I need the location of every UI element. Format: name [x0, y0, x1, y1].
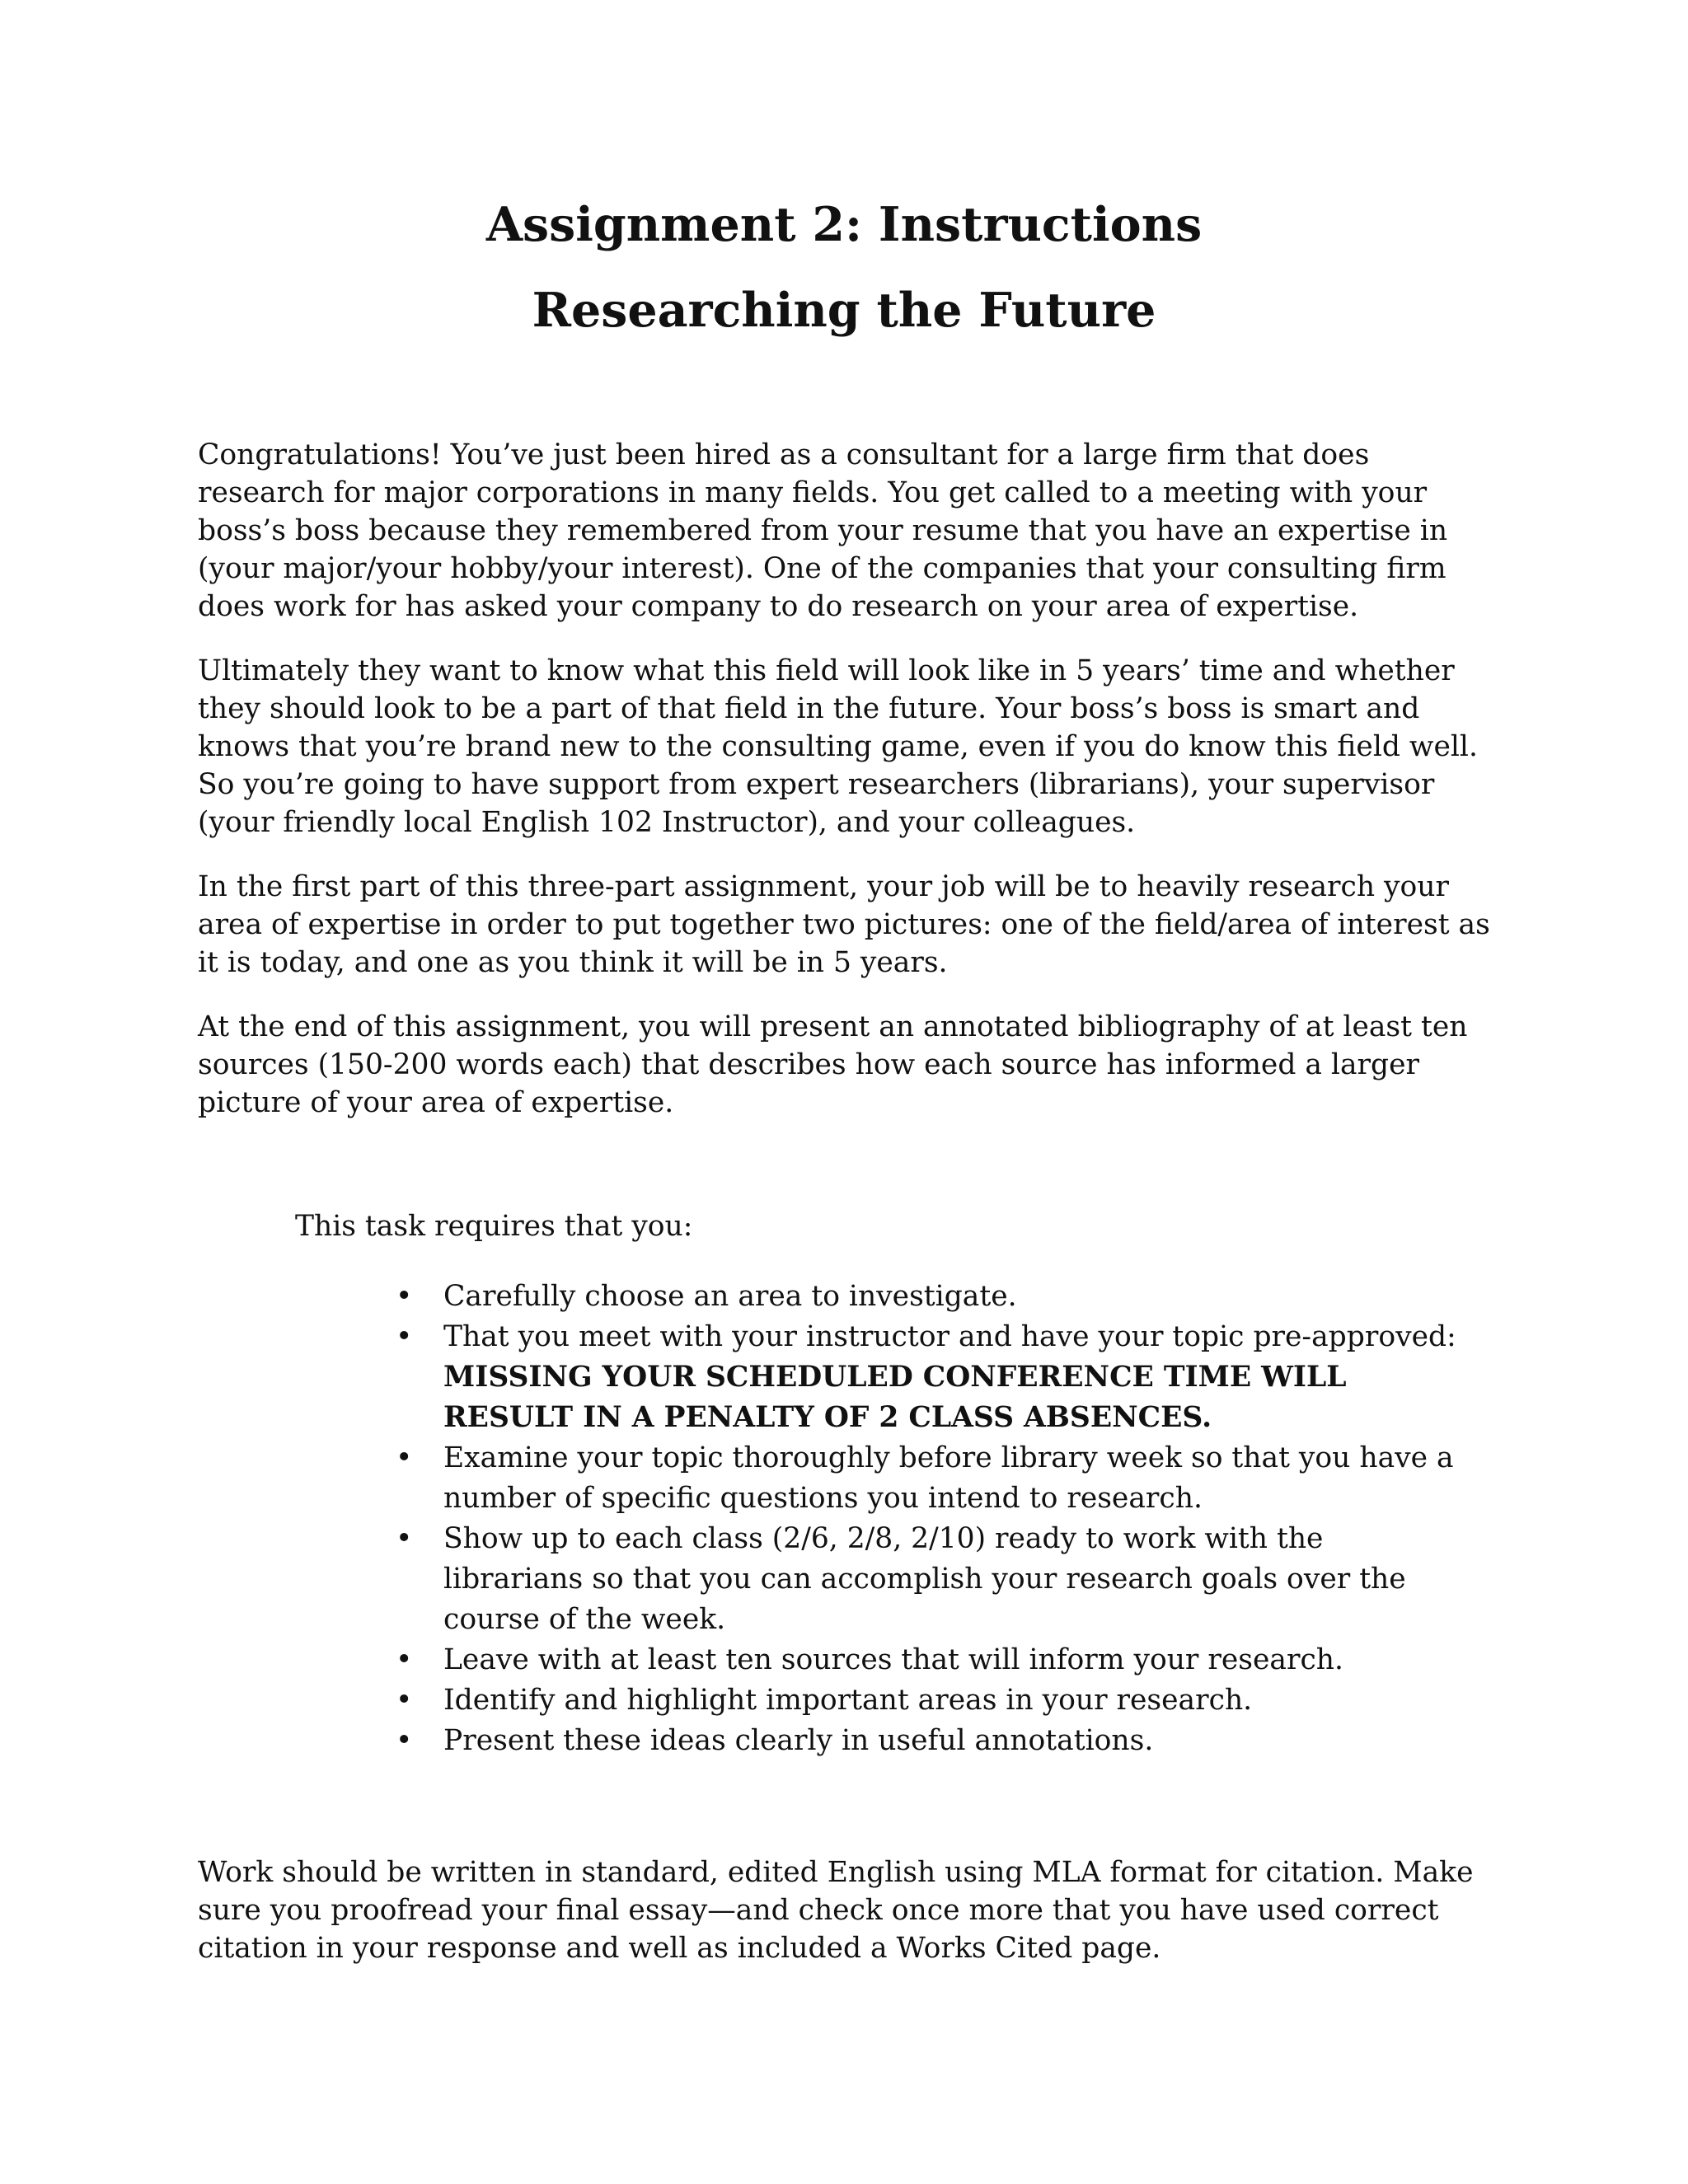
task-warning: MISSING YOUR SCHEDULED CONFERENCE TIME WILL RESULT IN A PENALTY OF 2 CLASS ABSENCES. — [443, 1361, 1347, 1434]
bullet-icon: • — [396, 1522, 413, 1555]
closing-paragraph: Work should be written in standard, edited English using MLA format for citation. Make sure you proofread your final essay—and check once more that you have used correct citation in your response and well as included a Works Cited page. — [198, 1856, 1474, 1965]
task-item — [396, 1680, 1467, 1721]
task-list — [396, 1277, 1467, 1761]
task-item — [396, 1438, 1467, 1519]
task-text: Identify and highlight important areas in your research. — [443, 1684, 1253, 1717]
task-text: Leave with at least ten sources that will inform your research. — [443, 1643, 1343, 1676]
task-intro: This task requires that you: — [295, 1210, 693, 1243]
page-title: Assignment 2: Instructions — [485, 197, 1203, 252]
task-item — [396, 1721, 1467, 1761]
bullet-icon: • — [396, 1320, 413, 1353]
task-item — [396, 1317, 1467, 1438]
task-item — [396, 1519, 1467, 1640]
bullet-icon: • — [396, 1441, 413, 1474]
first-part-paragraph: In the first part of this three-part assignment, your job will be to heavily research your area of expertise in order to put together two pictures: one of the field/area of interest as it is today, and one as you think it will be in 5 years. — [198, 870, 1490, 979]
deliverable-paragraph: At the end of this assignment, you will present an annotated bibliography of at least ten sources (150-200 words each) that describes how each source has informed a larger picture of your area of expertise. — [198, 1010, 1468, 1119]
intro-paragraph: Congratulations! You’ve just been hired as a consultant for a large firm that does research for major corporations in many fields. You get called to a meeting with your boss’s boss because they remembered from your resume that you have an expertise in (your major/your hobby/your interest). One of the companies that your consulting firm does work for has asked your company to do research on your area of expertise. — [198, 438, 1448, 623]
task-item — [396, 1640, 1467, 1680]
bullet-icon: • — [396, 1724, 413, 1757]
page-subtitle: Researching the Future — [532, 283, 1156, 338]
bullet-icon: • — [396, 1280, 413, 1313]
task-text: That you meet with your instructor and have your topic pre-approved: — [443, 1320, 1456, 1353]
bullet-icon: • — [396, 1684, 413, 1717]
bullet-icon: • — [396, 1643, 413, 1676]
task-text: Examine your topic thoroughly before library week so that you have a number of specific questions you intend to research. — [443, 1441, 1454, 1515]
task-text: Carefully choose an area to investigate. — [443, 1280, 1017, 1313]
task-text: Present these ideas clearly in useful annotations. — [443, 1724, 1154, 1757]
task-item — [396, 1277, 1467, 1317]
goal-paragraph: Ultimately they want to know what this field will look like in 5 years’ time and whether they should look to be a part of that field in the future. Your boss’s boss is smart and knows that you’re brand new to the consulting game, even if you do know this field well. So you’re going to have support from expert researchers (librarians), your supervisor (your friendly local English 102 Instructor), and your colleagues. — [198, 654, 1478, 839]
task-text: Show up to each class (2/6, 2/8, 2/10) ready to work with the librarians so that you can accomplish your research goals over the course of the week. — [443, 1522, 1406, 1636]
